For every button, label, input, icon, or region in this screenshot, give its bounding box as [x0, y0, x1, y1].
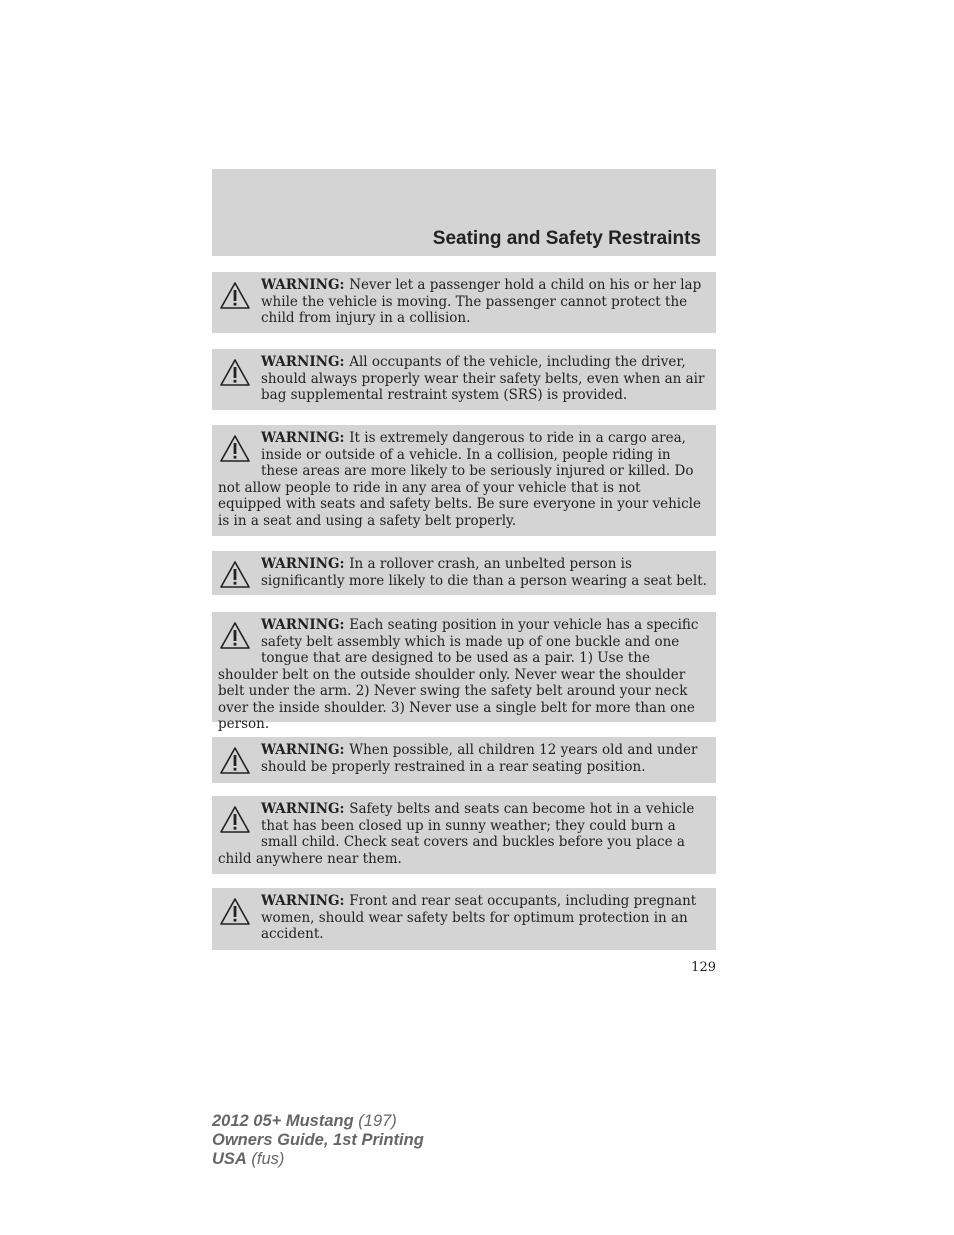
warning-label: WARNING:: [261, 893, 350, 909]
warning-label: WARNING:: [261, 354, 350, 370]
warning-box-7: [212, 796, 716, 874]
warning-text: Front and rear seat occupants, including pregnant women, should wear safety belts for optimum protection in an accident.: [261, 893, 697, 942]
warning-box-3: [212, 425, 716, 536]
footer-region-code: (fus): [246, 1150, 285, 1168]
footer-model-code: (197): [353, 1112, 397, 1130]
warning-triangle-icon: [219, 281, 251, 311]
warning-box-1: [212, 272, 716, 333]
warning-label: WARNING:: [261, 617, 350, 633]
section-title: Seating and Safety Restraints: [432, 228, 701, 249]
warning-text: All occupants of the vehicle, including the driver, should always properly wear their safety belts, even when an air bag supplemental restraint system (SRS) is provided.: [261, 354, 705, 403]
footer-line-1: [212, 1112, 424, 1131]
warning-box-8: [212, 888, 716, 950]
section-header: [212, 169, 716, 256]
footer-line-3: [212, 1150, 424, 1169]
warning-triangle-icon: [219, 897, 251, 927]
warning-triangle-icon: [219, 805, 251, 835]
warning-text: It is extremely dangerous to ride in a cargo area, inside or outside of a vehicle. In a collision, people riding in these areas are more likely to be seriously injured or killed. Do not allow people to ride in any area of your vehicle that is not equipped with seats and safety belts. Be sure everyone in your vehicle is in a seat and using a safety belt properly.: [218, 430, 701, 529]
warning-box-2: [212, 349, 716, 410]
warning-text: In a rollover crash, an unbelted person is significantly more likely to die than a person wearing a seat belt.: [261, 556, 707, 589]
warning-label: WARNING:: [261, 430, 350, 446]
warning-triangle-icon: [219, 621, 251, 651]
footer-line-2: [212, 1131, 424, 1150]
warning-label: WARNING:: [261, 742, 350, 758]
warning-triangle-icon: [219, 358, 251, 388]
footer-region: USA: [212, 1150, 247, 1168]
footer-model: 2012 05+ Mustang: [212, 1112, 354, 1130]
warning-triangle-icon: [219, 746, 251, 776]
warning-triangle-icon: [219, 560, 251, 590]
warning-box-4: [212, 551, 716, 595]
warning-box-6: [212, 737, 716, 783]
warning-triangle-icon: [219, 434, 251, 464]
page-number: 129: [691, 960, 716, 975]
warning-label: WARNING:: [261, 277, 350, 293]
footer-guide: Owners Guide, 1st Printing: [212, 1131, 424, 1149]
footer: [212, 1112, 424, 1169]
warning-label: WARNING:: [261, 556, 350, 572]
warning-box-5: [212, 612, 716, 732]
warning-text: Safety belts and seats can become hot in a vehicle that has been closed up in sunny weather; they could burn a small child. Check seat covers and buckles before you place a child anywhere near them.: [218, 801, 695, 867]
warning-label: WARNING:: [261, 801, 350, 817]
warning-text: When possible, all children 12 years old and under should be properly restrained in a rear seating position.: [261, 742, 698, 775]
warning-text: Never let a passenger hold a child on his or her lap while the vehicle is moving. The passenger cannot protect the child from injury in a collision.: [261, 277, 702, 326]
warning-text: Each seating position in your vehicle has a specific safety belt assembly which is made up of one buckle and one tongue that are designed to be used as a pair. 1) Use the shoulder belt on the outside shoulder only. Never wear the shoulder belt under the arm. 2) Never swing the safety belt around your neck over the inside shoulder. 3) Never use a single belt for more than one person.: [218, 617, 699, 732]
